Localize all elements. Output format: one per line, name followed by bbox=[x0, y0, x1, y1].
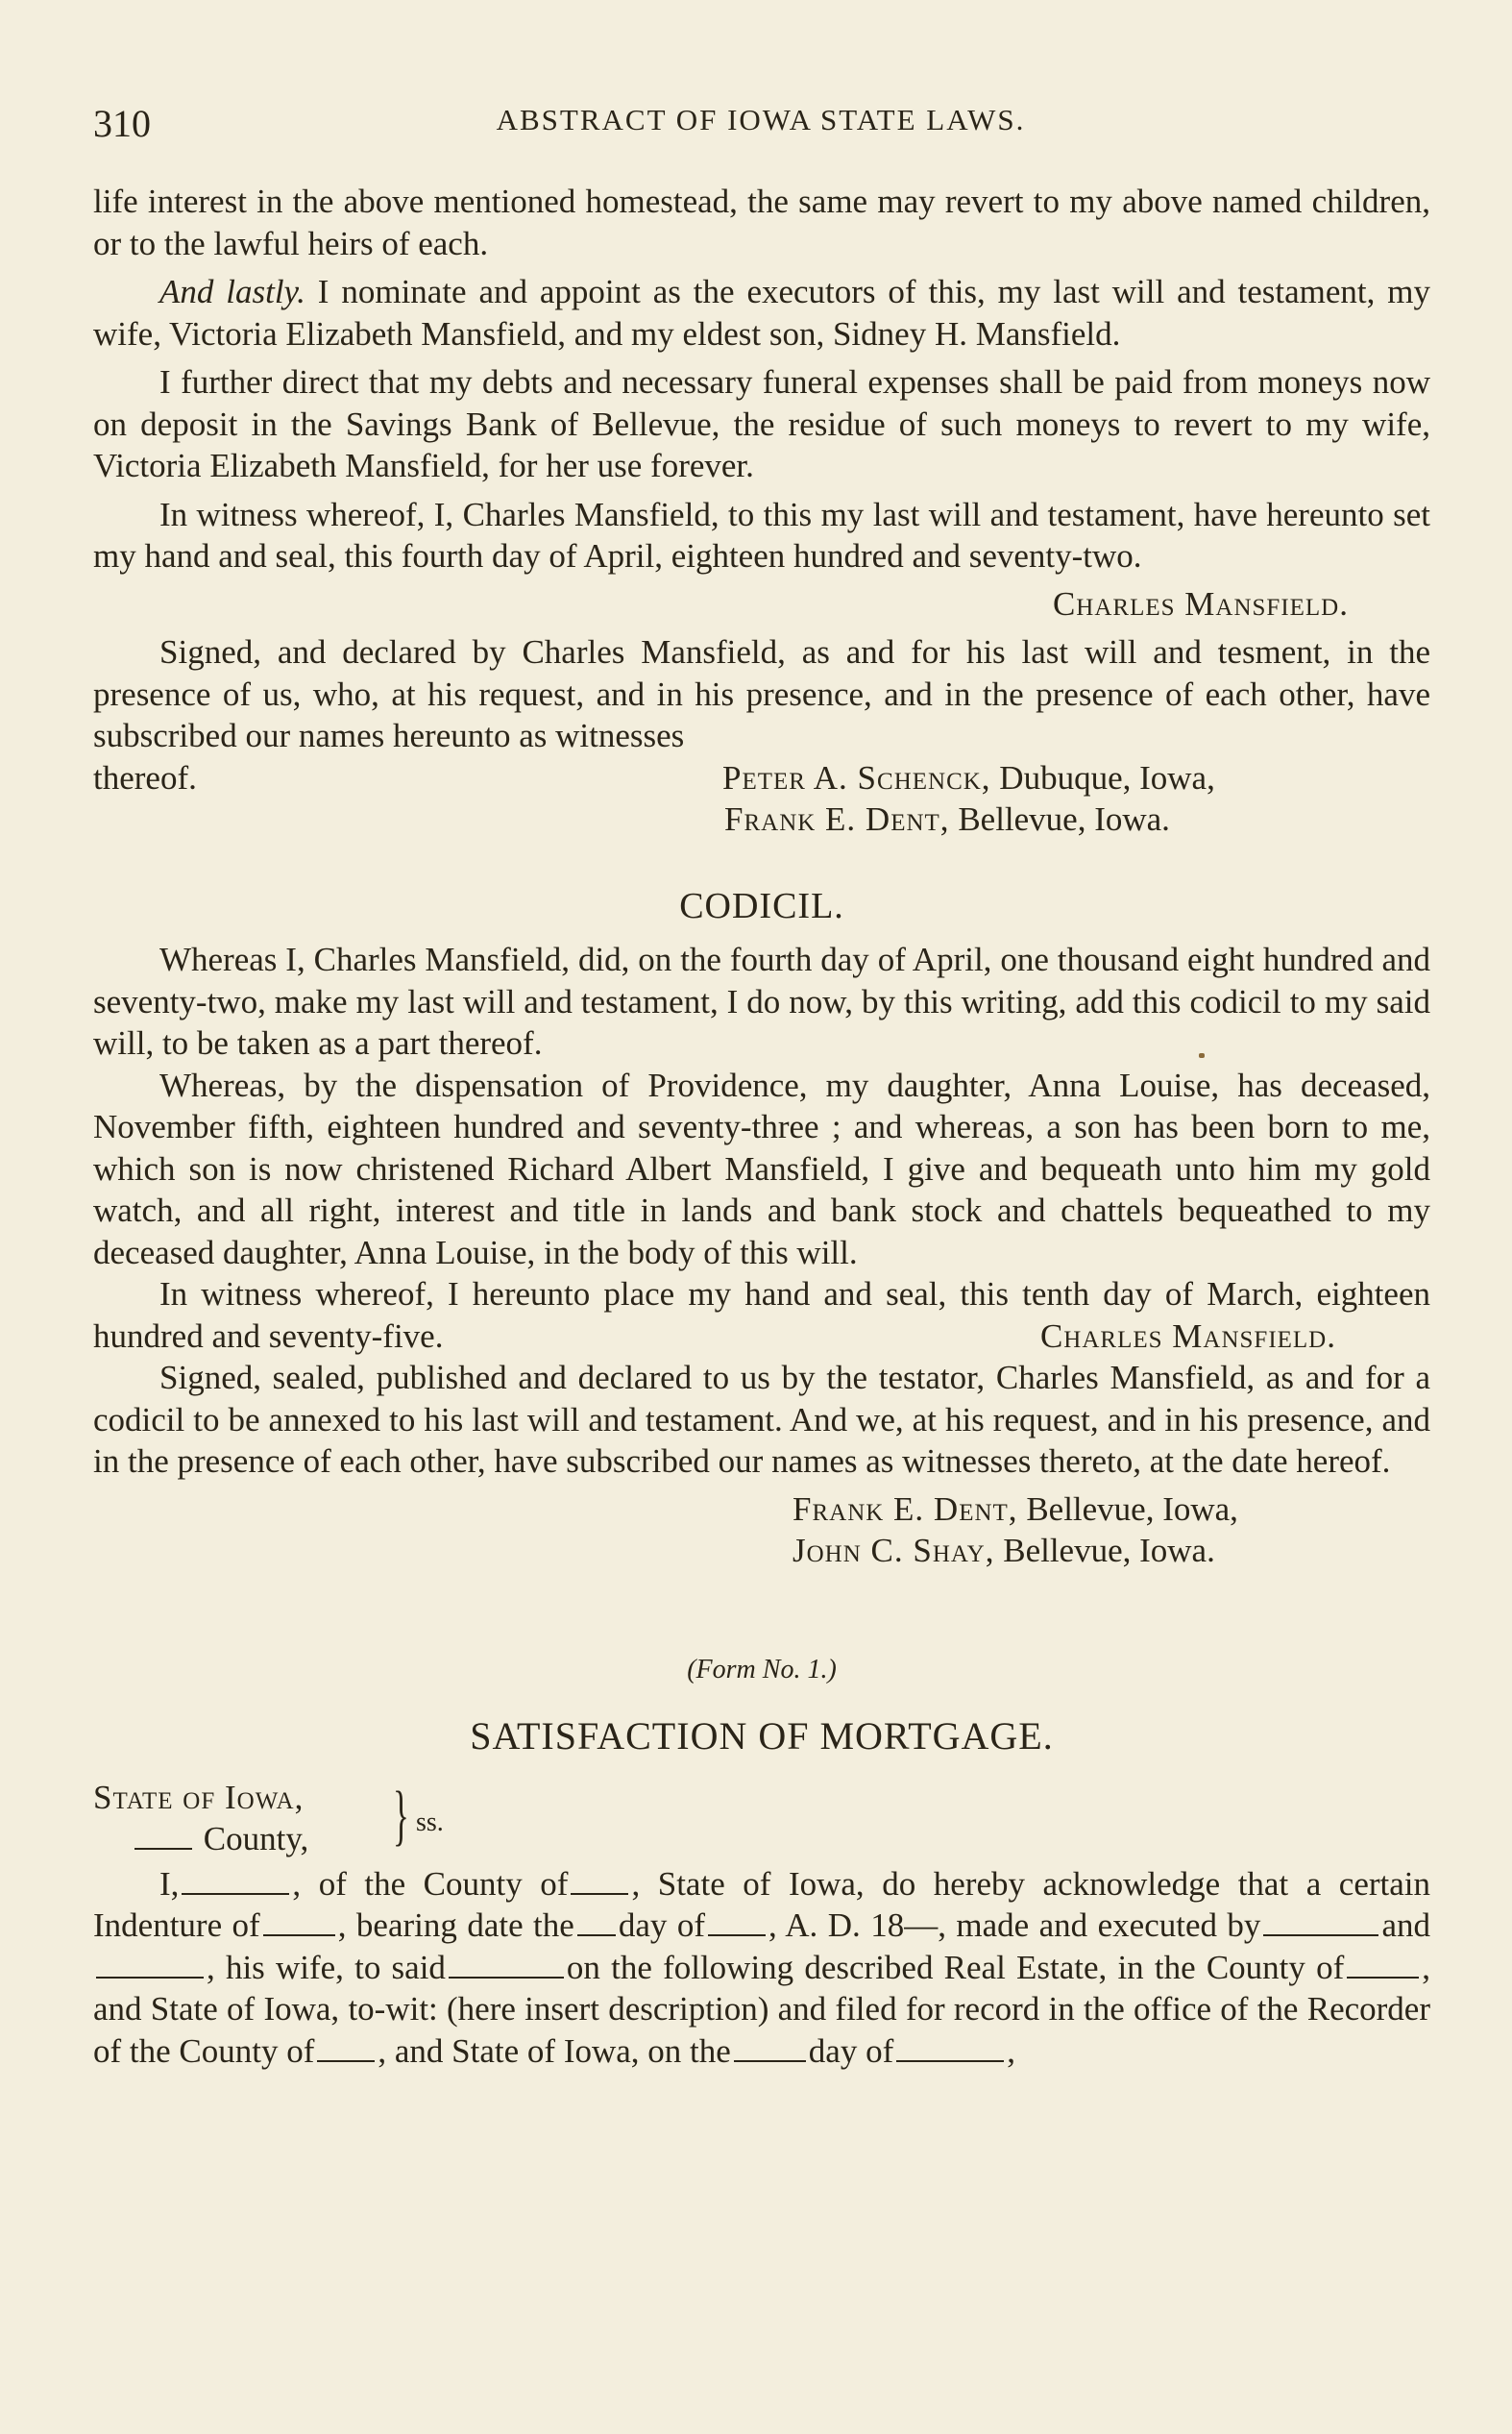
thereof-text: thereof. bbox=[93, 758, 197, 797]
blank-county-2 bbox=[1347, 1957, 1419, 1978]
blank-month bbox=[708, 1916, 766, 1936]
blank-name bbox=[182, 1874, 289, 1894]
codicil-witness-2 bbox=[793, 1530, 1430, 1572]
codicil-witness-1-name: Frank E. Dent, bbox=[793, 1489, 1018, 1528]
page-number: 310 bbox=[93, 102, 151, 145]
form-number: (Form No. 1.) bbox=[687, 1654, 837, 1684]
codicil-paragraph-3 bbox=[93, 1273, 1430, 1357]
will-paragraph-4: In witness whereof, I, Charles Mansfield, to this my last will and testament, have hereunto set my hand and seal, this fourth day of April, eighteen hundred and seventy-two. bbox=[93, 495, 1430, 575]
will-paragraph-3: I further direct that my debts and necessary funeral expenses shall be paid from moneys now on deposit in the Savings Bank of Bellevue, the residue of such moneys to revert to my wife, Victoria Elizabeth Mansfield, for her use forever. bbox=[93, 363, 1430, 484]
form-text-5: day of bbox=[618, 1906, 705, 1944]
ss-label: ss. bbox=[416, 1807, 444, 1837]
testator-signature: Charles Mansfield. bbox=[1052, 584, 1349, 623]
witness-2-name: Frank E. Dent, bbox=[724, 800, 950, 838]
blank-wife bbox=[96, 1957, 204, 1978]
county-blank bbox=[134, 1829, 192, 1849]
will-paragraph-2-text: I nominate and appoint as the executors of this, my last will and testament, my wife, Victoria Elizabeth Mansfield, and my eldest son, Sidney H. Mansfield. bbox=[93, 273, 1431, 353]
form-text-2: , of the County of bbox=[292, 1864, 569, 1903]
blank-mortgagor bbox=[1263, 1916, 1378, 1936]
witness-1-name: Peter A. Schenck, bbox=[722, 758, 991, 797]
will-paragraph-1: life interest in the above mentioned homestead, the same may revert to my above named children, or to the lawful heirs of each. bbox=[93, 183, 1430, 262]
form-text-7: and bbox=[1381, 1906, 1430, 1944]
county-line bbox=[132, 1818, 308, 1860]
form-text-12: day of bbox=[808, 2031, 894, 2070]
form-text-13: , bbox=[1007, 2031, 1015, 2070]
codicil-witness-1-place: Bellevue, Iowa, bbox=[1017, 1489, 1238, 1528]
codicil-attestation: Signed, sealed, published and declared to us by the testator, Charles Mansfield, as and for a codicil to be annexed to his last will and testament. And we, at his request, and in his presence, and in the presence of each other, have subscribed our names as witnesses thereto, at the date hereof. bbox=[93, 1359, 1430, 1480]
form-text-1: I, bbox=[159, 1864, 180, 1903]
blank-county bbox=[571, 1874, 628, 1894]
codicil-paragraph-3-text: In witness whereof, I hereunto place my hand and seal, this tenth day of March, eighteen hundred and seventy-five. bbox=[93, 1275, 1430, 1355]
codicil-paragraph-1: Whereas I, Charles Mansfield, did, on the fourth day of April, one thousand eight hundred and seventy-two, make my last will and testament, I do now, by this writing, add this codicil to my said will, to be taken as a part thereof. bbox=[93, 941, 1430, 1062]
satisfaction-heading: SATISFACTION OF MORTGAGE. bbox=[470, 1714, 1054, 1758]
page-header bbox=[93, 101, 1428, 149]
codicil-heading: CODICIL. bbox=[679, 885, 844, 926]
blank-county-3 bbox=[317, 2041, 375, 2061]
form-text-10: , and State of Iowa, to-wit: (here insert description) and filed for record in the office of the Recorder of the County of bbox=[93, 1948, 1430, 2070]
satisfaction-body bbox=[93, 1863, 1430, 2073]
form-text-8: , his wife, to said bbox=[207, 1948, 446, 1986]
codicil-witness-2-name: John C. Shay, bbox=[793, 1532, 995, 1569]
state-of-iowa: State of Iowa, bbox=[93, 1778, 305, 1816]
brace: } bbox=[393, 1778, 409, 1853]
form-text-4: , bearing date the bbox=[337, 1906, 574, 1944]
blank-indenture bbox=[263, 1916, 335, 1936]
witness-lines bbox=[722, 757, 1215, 841]
page-body bbox=[93, 181, 1430, 2072]
codicil-signature: Charles Mansfield. bbox=[1039, 1316, 1336, 1355]
witness-2 bbox=[724, 799, 1215, 841]
form-text-3: , State of Iowa, do hereby acknowledge that a certain Indenture of bbox=[93, 1864, 1430, 1944]
will-attestation: Signed, and declared by Charles Mansfield, as and for his last will and tesment, in the presence of us, who, at his request, and in his presence, and in the presence of each other, have subscribed our names hereunto as witnesses bbox=[93, 633, 1430, 754]
county-label: County, bbox=[203, 1819, 309, 1857]
codicil-witnesses bbox=[793, 1488, 1430, 1572]
and-lastly: And lastly. bbox=[159, 273, 305, 310]
form-text-11: , and State of Iowa, on the bbox=[378, 2031, 731, 2070]
blank-date bbox=[577, 1916, 616, 1936]
blank-month-2 bbox=[896, 2041, 1004, 2061]
blank-mortgagee bbox=[449, 1957, 564, 1978]
running-title: ABSTRACT OF IOWA STATE LAWS. bbox=[496, 103, 1026, 136]
form-text-6: , A. D. 18—, made and executed by bbox=[768, 1906, 1261, 1944]
blank-day bbox=[734, 2041, 806, 2061]
witness-1 bbox=[722, 757, 1215, 799]
codicil-paragraph-2: Whereas, by the dispensation of Providence, my daughter, Anna Louise, has deceased, November fifth, eighteen hundred and seventy-three ; and whereas, a son has been born to me, which son is now christened Richard Albert Mansfield, I give and bequeath unto him my gold watch, and all right, interest and title in lands and bank stock and chattels bequeathed to my deceased daughter, Anna Louise, in the body of this will. bbox=[93, 1066, 1430, 1271]
witness-2-place: Bellevue, Iowa. bbox=[949, 800, 1170, 838]
will-paragraph-2 bbox=[93, 271, 1430, 355]
will-witnesses bbox=[93, 757, 1430, 846]
venue-block bbox=[93, 1777, 1430, 1863]
witness-1-place: Dubuque, Iowa, bbox=[990, 758, 1215, 797]
form-text-9: on the following described Real Estate, in the County of bbox=[566, 1948, 1345, 1986]
codicil-witness-1 bbox=[793, 1488, 1430, 1531]
codicil-witness-2-place: Bellevue, Iowa. bbox=[994, 1532, 1215, 1569]
